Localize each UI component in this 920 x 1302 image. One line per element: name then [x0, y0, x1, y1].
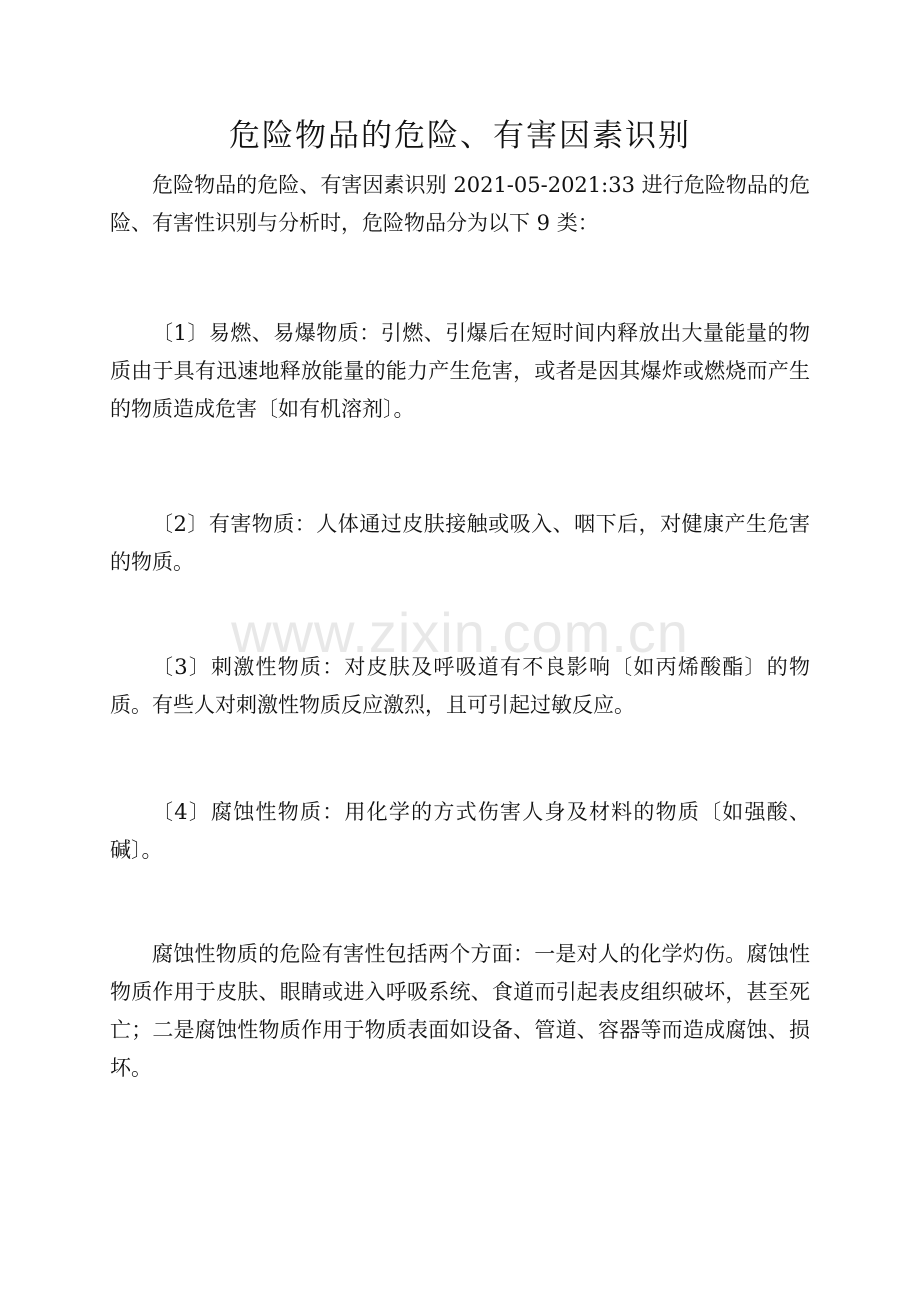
watermark: www.zixin.com.cn — [231, 601, 689, 664]
document-title: 危险物品的危险、有害因素识别 — [229, 118, 691, 154]
harmful-substance-paragraph: 〔2〕有害物质：人体通过皮肤接触或吸入、咽下后，对健康产生危害的物质。 — [110, 512, 810, 574]
flammable-explosive-paragraph: 〔1〕易燃、易爆物质：引燃、引爆后在短时间内释放出大量能量的物质由于具有迅速地释放能量的能力产生危害，或者是因其爆炸或燃烧而产生的物质造成危害〔如有机溶剂〕。 — [110, 321, 810, 421]
corrosive-hazard-paragraph: 腐蚀性物质的危险有害性包括两个方面：一是对人的化学灼伤。腐蚀性物质作用于皮肤、眼睛或进入呼吸系统、食道而引起表皮组织破坏，甚至死亡；二是腐蚀性物质作用于物质表面如设备、管道、容器等而造成腐蚀、损坏。 — [110, 942, 810, 1080]
irritant-substance-paragraph: 〔3〕刺激性物质：对皮肤及呼吸道有不良影响〔如丙烯酸酯〕的物质。有些人对刺激性物质反应激烈，且可引起过敏反应。 — [110, 655, 810, 717]
intro-paragraph: 危险物品的危险、有害因素识别 2021-05-2021:33 进行危险物品的危险、有害性识别与分析时，危险物品分为以下 9 类： — [110, 173, 810, 235]
corrosive-substance-paragraph: 〔4〕腐蚀性物质：用化学的方式伤害人身及材料的物质〔如强酸、碱〕。 — [110, 800, 810, 862]
